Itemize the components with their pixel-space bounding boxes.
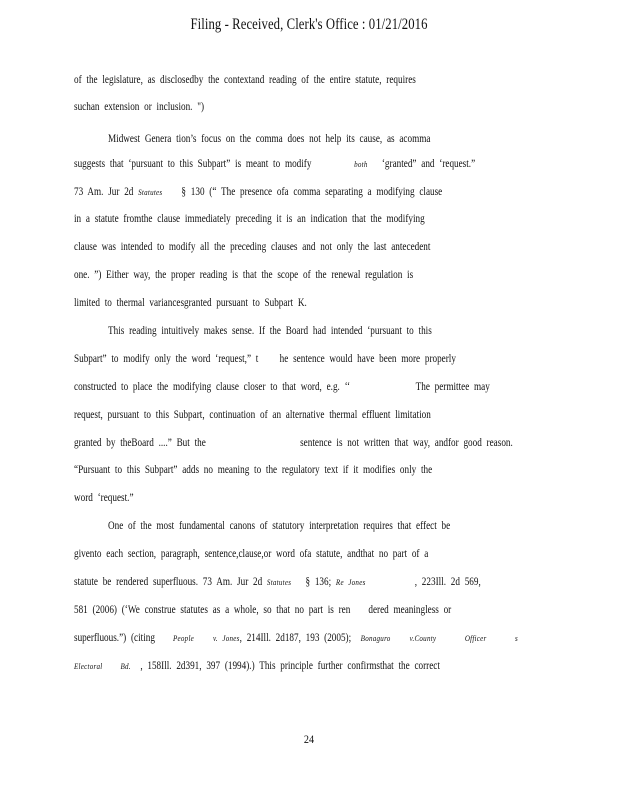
italic-term: both	[354, 159, 368, 169]
filing-header: Filing - Received, Clerk's Office : 01/21/2016	[190, 16, 428, 33]
body-line: Subpart” to modify only the word ‘request,” t he sentence would have been more properly	[74, 353, 456, 365]
body-line: Electoral Bd. , 158Ill. 2d391, 397 (1994).) This principle further confirmsthat the correct	[74, 660, 440, 672]
body-line: limited to thermal variancesgranted pursuant to Subpart K.	[74, 297, 307, 309]
body-line: granted by theBoard ....” But the sentence is not written that way, andfor good reason.	[74, 437, 513, 449]
body-line: Midwest Genera tion’s focus on the comma does not help its cause, as acomma	[108, 133, 431, 145]
italic-term: v. Jones	[213, 633, 240, 643]
body-line: suggests that ‘pursuant to this Subpart” is meant to modify both ‘granted” and ‘request.”	[74, 158, 476, 170]
italic-term: People	[172, 633, 195, 643]
italic-term: v.County	[409, 633, 437, 643]
body-line: This reading intuitively makes sense. If the Board had intended ‘pursuant to this	[108, 325, 432, 337]
body-line: in a statute fromthe clause immediately preceding it is an indication that the modifying	[74, 213, 425, 225]
italic-term: Statutes	[266, 577, 292, 587]
italic-term: Re Jones	[335, 577, 366, 587]
body-line: superfluous.”) (citing People v. Jones, 214Ill. 2d187, 193 (2005); Bonaguro v.County Officer s	[74, 632, 519, 644]
italic-term: Electoral	[74, 661, 103, 671]
body-line: statute be rendered superfluous. 73 Am. Jur 2d Statutes § 136; Re Jones , 223Ill. 2d 569,	[74, 576, 481, 588]
body-line: one. ”) Either way, the proper reading is that the scope of the renewal regulation is	[74, 269, 414, 281]
italic-term: Statutes	[138, 187, 163, 197]
body-line: One of the most fundamental canons of statutory interpretation requires that effect be	[108, 520, 451, 532]
body-line: clause was intended to modify all the preceding clauses and not only the last antecedent	[74, 241, 431, 253]
body-line: of the legislature, as disclosedby the contextand reading of the entire statute, requires	[74, 74, 416, 86]
body-line: “Pursuant to this Subpart” adds no meaning to the regulatory text if it modifies only the	[74, 464, 433, 476]
body-line: 73 Am. Jur 2d Statutes § 130 (“ The presence ofa comma separating a modifying clause	[74, 186, 443, 198]
body-line: constructed to place the modifying clause closer to that word, e.g. ‘‘ The permittee may	[74, 381, 490, 393]
italic-term: Officer	[464, 633, 487, 643]
body-line: suchan extension or inclusion. ")	[74, 101, 205, 113]
italic-term: Bd.	[120, 661, 131, 671]
italic-term: s	[515, 633, 519, 643]
body-line: givento each section, paragraph, sentence,clause,or word ofa statute, andthat no part of a	[74, 548, 429, 560]
body-line: 581 (2006) (‘We construe statutes as a whole, so that no part is ren dered meaningless or	[74, 604, 452, 616]
italic-term: Bonaguro	[360, 633, 391, 643]
body-line: request, pursuant to this Subpart, continuation of an alternative thermal effluent limitation	[74, 409, 431, 421]
body-line: word ‘request.”	[74, 492, 134, 504]
page-number: 24	[303, 732, 315, 746]
